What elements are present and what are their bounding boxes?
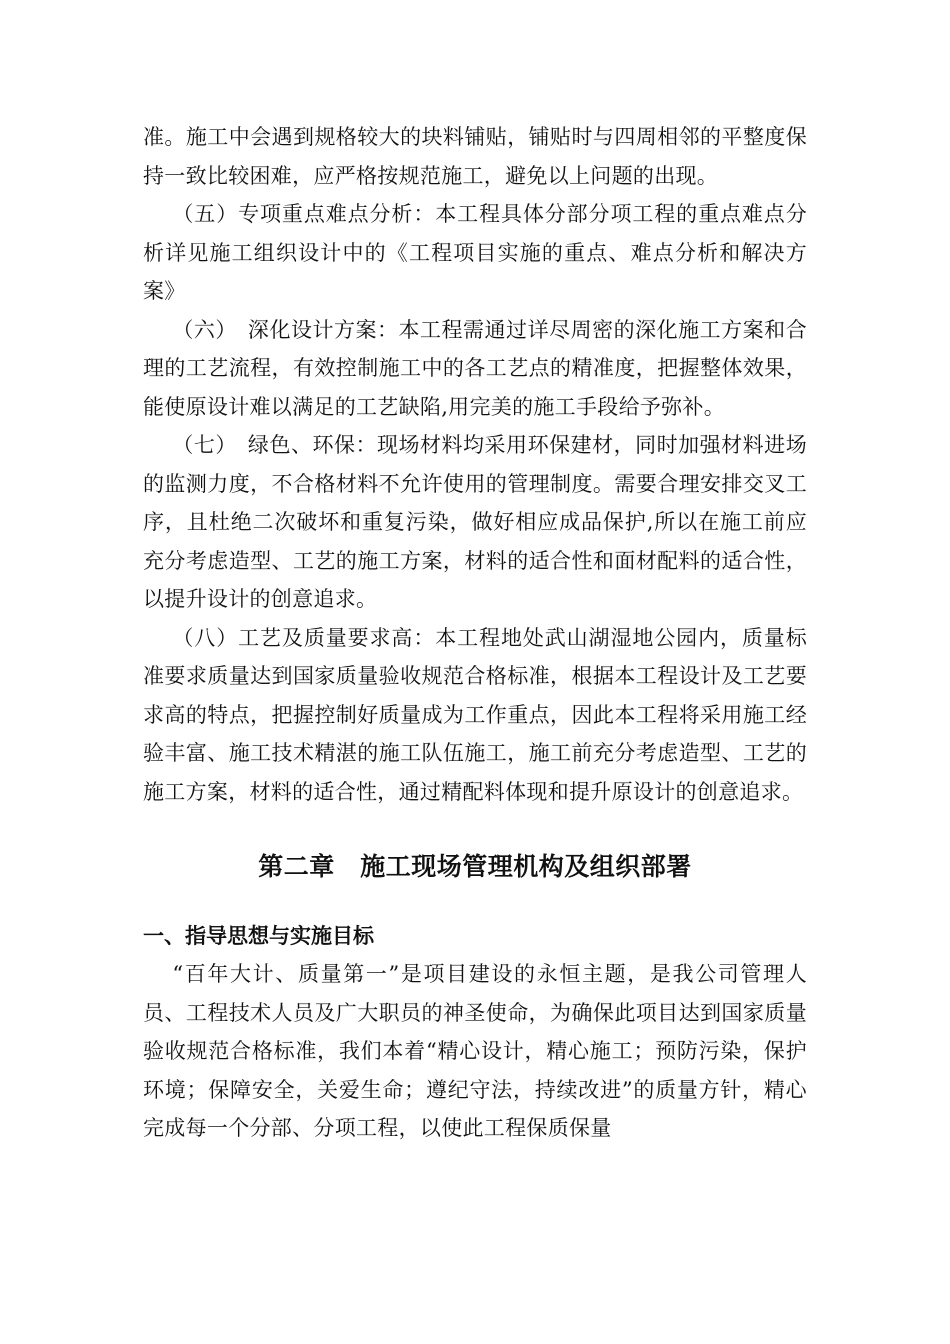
- paragraph-item-5: （五）专项重点难点分析：本工程具体分部分项工程的重点难点分析详见施工组织设计中的《工程项目实施的重点、难点分析和解决方案》: [143, 202, 807, 303]
- chapter-title: 第二章 施工现场管理机构及组织部署: [258, 852, 692, 881]
- section-paragraph: “百年大计、质量第一”是项目建设的永恒主题，是我公司管理人员、工程技术人员及广大职员的神圣使命，为确保此项目达到国家质量验收规范合格标准，我们本着“精心设计，精心施工；预防污染，保护环境；保障安全，关爱生命；遵纪守法，持续改进”的质量方针，精心完成每一个分部、分项工程，以使此工程保质保量: [143, 962, 807, 1140]
- paragraph-continuation: 准。施工中会遇到规格较大的块料铺贴，铺贴时与四周相邻的平整度保持一致比较困难，应严格按规范施工，避免以上问题的出现。: [143, 125, 807, 188]
- paragraph-item-6: （六） 深化设计方案：本工程需通过详尽周密的深化施工方案和合理的工艺流程，有效控制施工中的各工艺点的精准度，把握整体效果，能使原设计难以满足的工艺缺陷,用完美的施工手段给予弥补。: [143, 317, 807, 419]
- paragraph-item-7: （七） 绿色、环保：现场材料均采用环保建材，同时加强材料进场的监测力度，不合格材料不允许使用的管理制度。需要合理安排交叉工序，且杜绝二次破坏和重复污染，做好相应成品保护,所以在施工前应充分考虑造型、工艺的施工方案，材料的适合性和面材配料的适合性，以提升设计的创意追求。: [143, 433, 807, 611]
- section-title: 一、指导思想与实施目标: [143, 924, 374, 948]
- document-page: [143, 118, 807, 1148]
- paragraph-item-8: （八）工艺及质量要求高：本工程地处武山湖湿地公园内，质量标准要求质量达到国家质量验收规范合格标准，根据本工程设计及工艺要求高的特点，把握控制好质量成为工作重点，因此本工程将采用施工经验丰富、施工技术精湛的施工队伍施工，施工前充分考虑造型、工艺的施工方案，材料的适合性，通过精配料体现和提升原设计的创意追求。: [143, 625, 807, 804]
